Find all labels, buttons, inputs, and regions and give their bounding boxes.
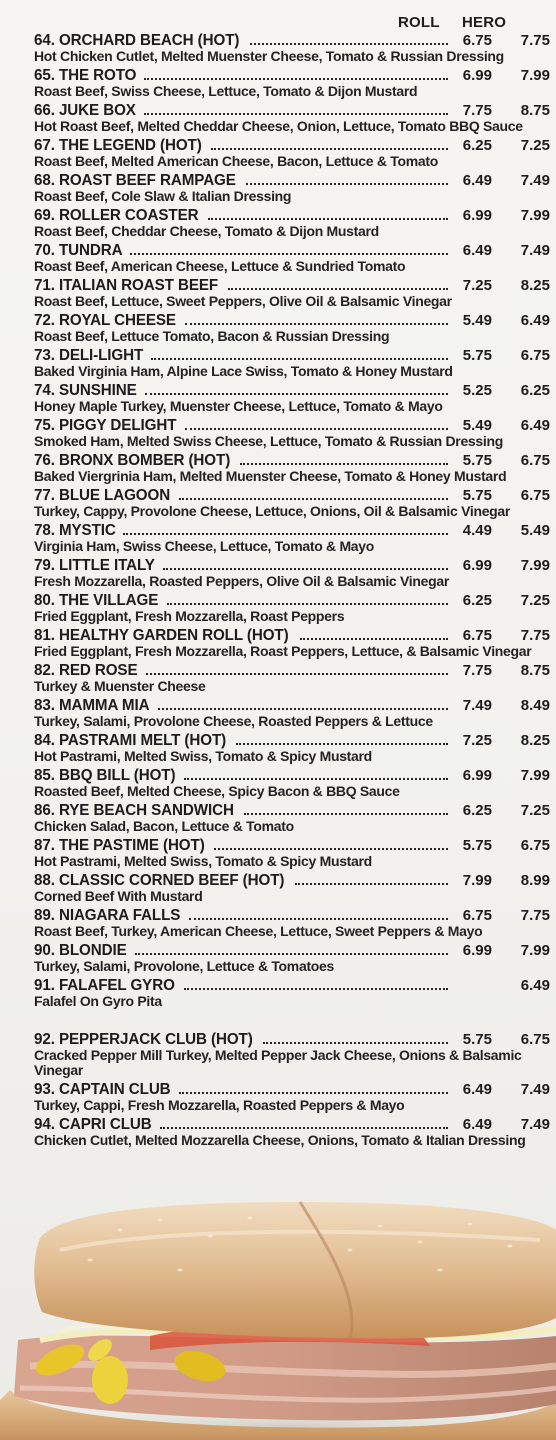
menu-item	[34, 382, 550, 414]
menu-item-name: 65. THE ROTO	[34, 67, 137, 84]
roll-price: 6.75	[462, 32, 492, 49]
hero-price: 7.25	[520, 592, 550, 609]
hero-price: 8.25	[520, 732, 550, 749]
hero-price: 6.25	[520, 382, 550, 399]
leader-dots	[189, 917, 448, 920]
roll-price: 7.25	[462, 277, 492, 294]
roll-price: 6.25	[462, 802, 492, 819]
menu-item-name: 66. JUKE BOX	[34, 102, 136, 119]
leader-dots	[184, 777, 448, 780]
menu-item-row	[34, 347, 550, 364]
menu-item-description: Virginia Ham, Swiss Cheese, Lettuce, Tomato & Mayo	[34, 538, 375, 554]
hero-price: 7.49	[520, 242, 550, 259]
menu-item-row	[34, 977, 550, 994]
menu-item-row	[34, 872, 550, 889]
menu-item	[34, 417, 550, 449]
menu-item-name: 91. FALAFEL GYRO	[34, 977, 175, 994]
hero-price: 7.49	[520, 1116, 550, 1133]
leader-dots	[214, 847, 448, 850]
menu-item-row	[34, 487, 550, 504]
menu-item	[34, 137, 550, 169]
leader-dots	[300, 637, 448, 640]
menu-item-description: Roast Beef, Lettuce Tomato, Bacon & Russian Dressing	[34, 328, 390, 344]
roll-price: 5.75	[462, 347, 492, 364]
menu-item	[34, 557, 550, 589]
leader-dots	[228, 287, 448, 290]
menu-item-row	[34, 172, 550, 189]
leader-dots	[135, 952, 448, 955]
hero-price: 7.75	[520, 32, 550, 49]
roll-price: 7.99	[462, 872, 492, 889]
roll-column-header: ROLL	[398, 14, 440, 31]
menu-item-description: Roast Beef, Turkey, American Cheese, Lettuce, Sweet Peppers & Mayo	[34, 923, 483, 939]
menu-item	[34, 767, 550, 799]
hero-price: 6.75	[520, 837, 550, 854]
menu-item	[34, 487, 550, 519]
menu-item	[34, 732, 550, 764]
menu-item	[34, 942, 550, 974]
leader-dots	[240, 462, 448, 465]
menu-item	[34, 277, 550, 309]
menu-item-description: Hot Pastrami, Melted Swiss, Tomato & Spicy Mustard	[34, 748, 372, 764]
menu-item-description: Turkey, Salami, Provolone, Lettuce & Tomatoes	[34, 958, 335, 974]
leader-dots	[250, 42, 448, 45]
menu-item-row	[34, 1116, 550, 1133]
roll-price: 6.25	[462, 137, 492, 154]
menu-item-name: 78. MYSTIC	[34, 522, 116, 539]
menu-item-name: 64. ORCHARD BEACH (HOT)	[34, 32, 240, 49]
roll-price: 6.49	[462, 1116, 492, 1133]
menu-item-row	[34, 627, 550, 644]
menu-item	[34, 697, 550, 729]
menu-item-name: 84. PASTRAMI MELT (HOT)	[34, 732, 227, 749]
menu-item	[34, 592, 550, 624]
menu-item-name: 74. SUNSHINE	[34, 382, 137, 399]
menu-item-description: Fried Eggplant, Fresh Mozzarella, Roast Peppers	[34, 608, 345, 624]
menu-item-row	[34, 242, 550, 259]
menu-item-description: Cracked Pepper Mill Turkey, Melted Pepper Jack Cheese, Onions & Balsamic Vinegar	[34, 1047, 522, 1078]
menu-item	[34, 627, 550, 659]
hero-price: 7.75	[520, 907, 550, 924]
menu-item-name: 72. ROYAL CHEESE	[34, 312, 176, 329]
leader-dots	[179, 1091, 448, 1094]
leader-dots	[236, 742, 448, 745]
menu-item	[34, 347, 550, 379]
roll-price: 6.49	[462, 172, 492, 189]
menu-item-name: 76. BRONX BOMBER (HOT)	[34, 452, 231, 469]
menu-item-row	[34, 522, 550, 539]
leader-dots	[263, 1041, 448, 1044]
menu-item-name: 68. ROAST BEEF RAMPAGE	[34, 172, 236, 189]
roll-price: 6.99	[462, 767, 492, 784]
roll-price: 5.75	[462, 1031, 492, 1048]
menu-item-row	[34, 277, 550, 294]
menu-item-name: 70. TUNDRA	[34, 242, 123, 259]
menu-item-name: 82. RED ROSE	[34, 662, 138, 679]
menu-item-row	[34, 592, 550, 609]
roll-price: 6.99	[462, 557, 492, 574]
hero-price: 8.49	[520, 697, 550, 714]
roll-price: 6.99	[462, 942, 492, 959]
menu-item-name: 77. BLUE LAGOON	[34, 487, 171, 504]
menu-item-name: 93. CAPTAIN CLUB	[34, 1081, 171, 1098]
menu-item	[34, 907, 550, 939]
menu-item	[34, 522, 550, 554]
roll-price: 5.49	[462, 417, 492, 434]
menu-item-description: Turkey, Cappi, Fresh Mozzarella, Roasted Peppers & Mayo	[34, 1097, 405, 1113]
menu-item-row	[34, 732, 550, 749]
menu-item-row	[34, 837, 550, 854]
menu-item-row	[34, 557, 550, 574]
menu-item	[34, 1081, 550, 1113]
menu-item-row	[34, 1081, 550, 1098]
hero-price: 7.25	[520, 802, 550, 819]
hero-price: 7.99	[520, 67, 550, 84]
menu-item-name: 83. MAMMA MIA	[34, 697, 150, 714]
menu-item-name: 89. NIAGARA FALLS	[34, 907, 181, 924]
menu-item	[34, 242, 550, 274]
leader-dots	[158, 707, 448, 710]
leader-dots	[130, 252, 448, 255]
menu-item-name: 75. PIGGY DELIGHT	[34, 417, 177, 434]
menu-item-description: Turkey, Salami, Provolone Cheese, Roasted Peppers & Lettuce	[34, 713, 433, 729]
menu-item-row	[34, 67, 550, 84]
roll-price: 6.75	[462, 627, 492, 644]
menu-item-name: 69. ROLLER COASTER	[34, 207, 199, 224]
leader-dots	[144, 112, 448, 115]
leader-dots	[146, 672, 448, 675]
hero-price: 7.99	[520, 767, 550, 784]
menu-item	[34, 67, 550, 99]
menu-item-name: 85. BBQ BILL (HOT)	[34, 767, 176, 784]
hero-price: 7.99	[520, 942, 550, 959]
menu-item-description: Honey Maple Turkey, Muenster Cheese, Lettuce, Tomato & Mayo	[34, 398, 443, 414]
menu-item-row	[34, 207, 550, 224]
menu-item	[34, 837, 550, 869]
menu-item-description: Roast Beef, Cole Slaw & Italian Dressing	[34, 188, 292, 204]
menu-item-row	[34, 697, 550, 714]
hero-price: 6.75	[520, 1031, 550, 1048]
menu-item-row	[34, 802, 550, 819]
roll-price: 5.25	[462, 382, 492, 399]
hero-price: 8.25	[520, 277, 550, 294]
leader-dots	[244, 812, 448, 815]
menu-item	[34, 802, 550, 834]
menu-item-description: Roasted Beef, Melted Cheese, Spicy Bacon & BBQ Sauce	[34, 783, 400, 799]
menu-item-description: Turkey, Cappy, Provolone Cheese, Lettuce, Onions, Oil & Balsamic Vinegar	[34, 503, 511, 519]
menu-item	[34, 452, 550, 484]
roll-price: 7.75	[462, 102, 492, 119]
roll-price: 7.25	[462, 732, 492, 749]
roll-price: 7.49	[462, 697, 492, 714]
hero-price: 6.49	[520, 977, 550, 994]
leader-dots	[211, 147, 448, 150]
leader-dots	[160, 1126, 448, 1129]
menu-item	[34, 32, 550, 64]
hero-sandwich-image	[0, 1190, 556, 1440]
menu-item	[34, 102, 550, 134]
hero-price: 7.99	[520, 207, 550, 224]
menu-item-name: 86. RYE BEACH SANDWICH	[34, 802, 234, 819]
menu-item-description: Chicken Salad, Bacon, Lettuce & Tomato	[34, 818, 294, 834]
hero-price: 7.99	[520, 557, 550, 574]
menu-item-description: Fried Eggplant, Fresh Mozzarella, Roast Peppers, Lettuce, & Balsamic Vinegar	[34, 643, 532, 659]
roll-price: 5.49	[462, 312, 492, 329]
roll-price: 7.75	[462, 662, 492, 679]
roll-price: 6.99	[462, 67, 492, 84]
leader-dots	[185, 427, 448, 430]
menu-item-description: Corned Beef With Mustard	[34, 888, 203, 904]
menu-item	[34, 977, 550, 1009]
leader-dots	[145, 392, 448, 395]
roll-price: 6.25	[462, 592, 492, 609]
menu-item	[34, 872, 550, 904]
menu-item-description: Roast Beef, Lettuce, Sweet Peppers, Olive Oil & Balsamic Vinegar	[34, 293, 452, 309]
leader-dots	[123, 532, 448, 535]
menu-item-name: 67. THE LEGEND (HOT)	[34, 137, 202, 154]
menu-item-description: Roast Beef, American Cheese, Lettuce & Sundried Tomato	[34, 258, 406, 274]
leader-dots	[144, 77, 448, 80]
menu-item-row	[34, 907, 550, 924]
hero-price: 7.75	[520, 627, 550, 644]
hero-price: 7.49	[520, 1081, 550, 1098]
menu-item-description: Hot Chicken Cutlet, Melted Muenster Cheese, Tomato & Russian Dressing	[34, 48, 504, 64]
hero-price: 6.49	[520, 312, 550, 329]
hero-price: 8.75	[520, 102, 550, 119]
leader-dots	[246, 182, 448, 185]
roll-price: 4.49	[462, 522, 492, 539]
menu-item-name: 71. ITALIAN ROAST BEEF	[34, 277, 219, 294]
hero-price: 6.75	[520, 487, 550, 504]
hero-price: 5.49	[520, 522, 550, 539]
hero-price: 7.25	[520, 137, 550, 154]
menu-item-name: 73. DELI-LIGHT	[34, 347, 144, 364]
menu-item-name: 88. CLASSIC CORNED BEEF (HOT)	[34, 872, 285, 889]
roll-price: 5.75	[462, 487, 492, 504]
menu-item-description: Baked Viergrinia Ham, Melted Muenster Cheese, Tomato & Honey Mustard	[34, 468, 507, 484]
menu-item-description: Hot Roast Beef, Melted Cheddar Cheese, Onion, Lettuce, Tomato BBQ Sauce	[34, 118, 523, 134]
menu-item	[34, 172, 550, 204]
menu-item-name: 79. LITTLE ITALY	[34, 557, 155, 574]
hero-price: 6.75	[520, 452, 550, 469]
menu-item-description: Smoked Ham, Melted Swiss Cheese, Lettuce, Tomato & Russian Dressing	[34, 433, 503, 449]
menu-item-description: Baked Virginia Ham, Alpine Lace Swiss, Tomato & Honey Mustard	[34, 363, 453, 379]
menu-item-row	[34, 942, 550, 959]
menu-item	[34, 1116, 550, 1148]
menu-item-row	[34, 767, 550, 784]
menu-item-description: Turkey & Muenster Cheese	[34, 678, 206, 694]
hero-price: 8.75	[520, 662, 550, 679]
menu-item-name: 90. BLONDIE	[34, 942, 127, 959]
menu-item-description: Chicken Cutlet, Melted Mozzarella Cheese, Onions, Tomato & Italian Dressing	[34, 1132, 526, 1148]
hero-price: 6.75	[520, 347, 550, 364]
leader-dots	[185, 322, 448, 325]
roll-price: 5.75	[462, 837, 492, 854]
menu-item-row	[34, 452, 550, 469]
menu-item-row	[34, 102, 550, 119]
menu-item-description: Falafel On Gyro Pita	[34, 993, 162, 1009]
leader-dots	[151, 357, 448, 360]
roll-price: 6.49	[462, 242, 492, 259]
menu-item-name: 87. THE PASTIME (HOT)	[34, 837, 205, 854]
roll-price: 6.99	[462, 207, 492, 224]
hero-price: 7.49	[520, 172, 550, 189]
menu-item	[34, 312, 550, 344]
leader-dots	[295, 882, 448, 885]
sandwich-menu-list	[34, 32, 550, 1151]
leader-dots	[163, 567, 448, 570]
hero-price: 8.99	[520, 872, 550, 889]
menu-item-description: Hot Pastrami, Melted Swiss, Tomato & Spicy Mustard	[34, 853, 372, 869]
menu-item-row	[34, 382, 550, 399]
leader-dots	[179, 497, 448, 500]
menu-item-name: 80. THE VILLAGE	[34, 592, 159, 609]
menu-item-name: 81. HEALTHY GARDEN ROLL (HOT)	[34, 627, 289, 644]
menu-item-name: 92. PEPPERJACK CLUB (HOT)	[34, 1031, 253, 1048]
menu-item	[34, 207, 550, 239]
menu-item	[34, 662, 550, 694]
menu-item-description: Roast Beef, Swiss Cheese, Lettuce, Tomato & Dijon Mustard	[34, 83, 418, 99]
hero-price: 6.49	[520, 417, 550, 434]
roll-price: 6.75	[462, 907, 492, 924]
leader-dots	[167, 602, 448, 605]
hero-column-header: HERO	[462, 14, 507, 31]
roll-price: 5.75	[462, 452, 492, 469]
leader-dots	[184, 987, 448, 990]
menu-item-description: Roast Beef, Melted American Cheese, Bacon, Lettuce & Tomato	[34, 153, 438, 169]
menu-item-row	[34, 137, 550, 154]
menu-item-description: Roast Beef, Cheddar Cheese, Tomato & Dijon Mustard	[34, 223, 379, 239]
menu-item-row	[34, 662, 550, 679]
menu-item-row	[34, 417, 550, 434]
menu-item-name: 94. CAPRI CLUB	[34, 1116, 152, 1133]
menu-item-description: Fresh Mozzarella, Roasted Peppers, Olive Oil & Balsamic Vinegar	[34, 573, 450, 589]
roll-price: 6.49	[462, 1081, 492, 1098]
menu-item	[34, 1031, 550, 1078]
leader-dots	[208, 217, 448, 220]
menu-item-row	[34, 312, 550, 329]
menu-item-row	[34, 1031, 550, 1048]
menu-item-row	[34, 32, 550, 49]
